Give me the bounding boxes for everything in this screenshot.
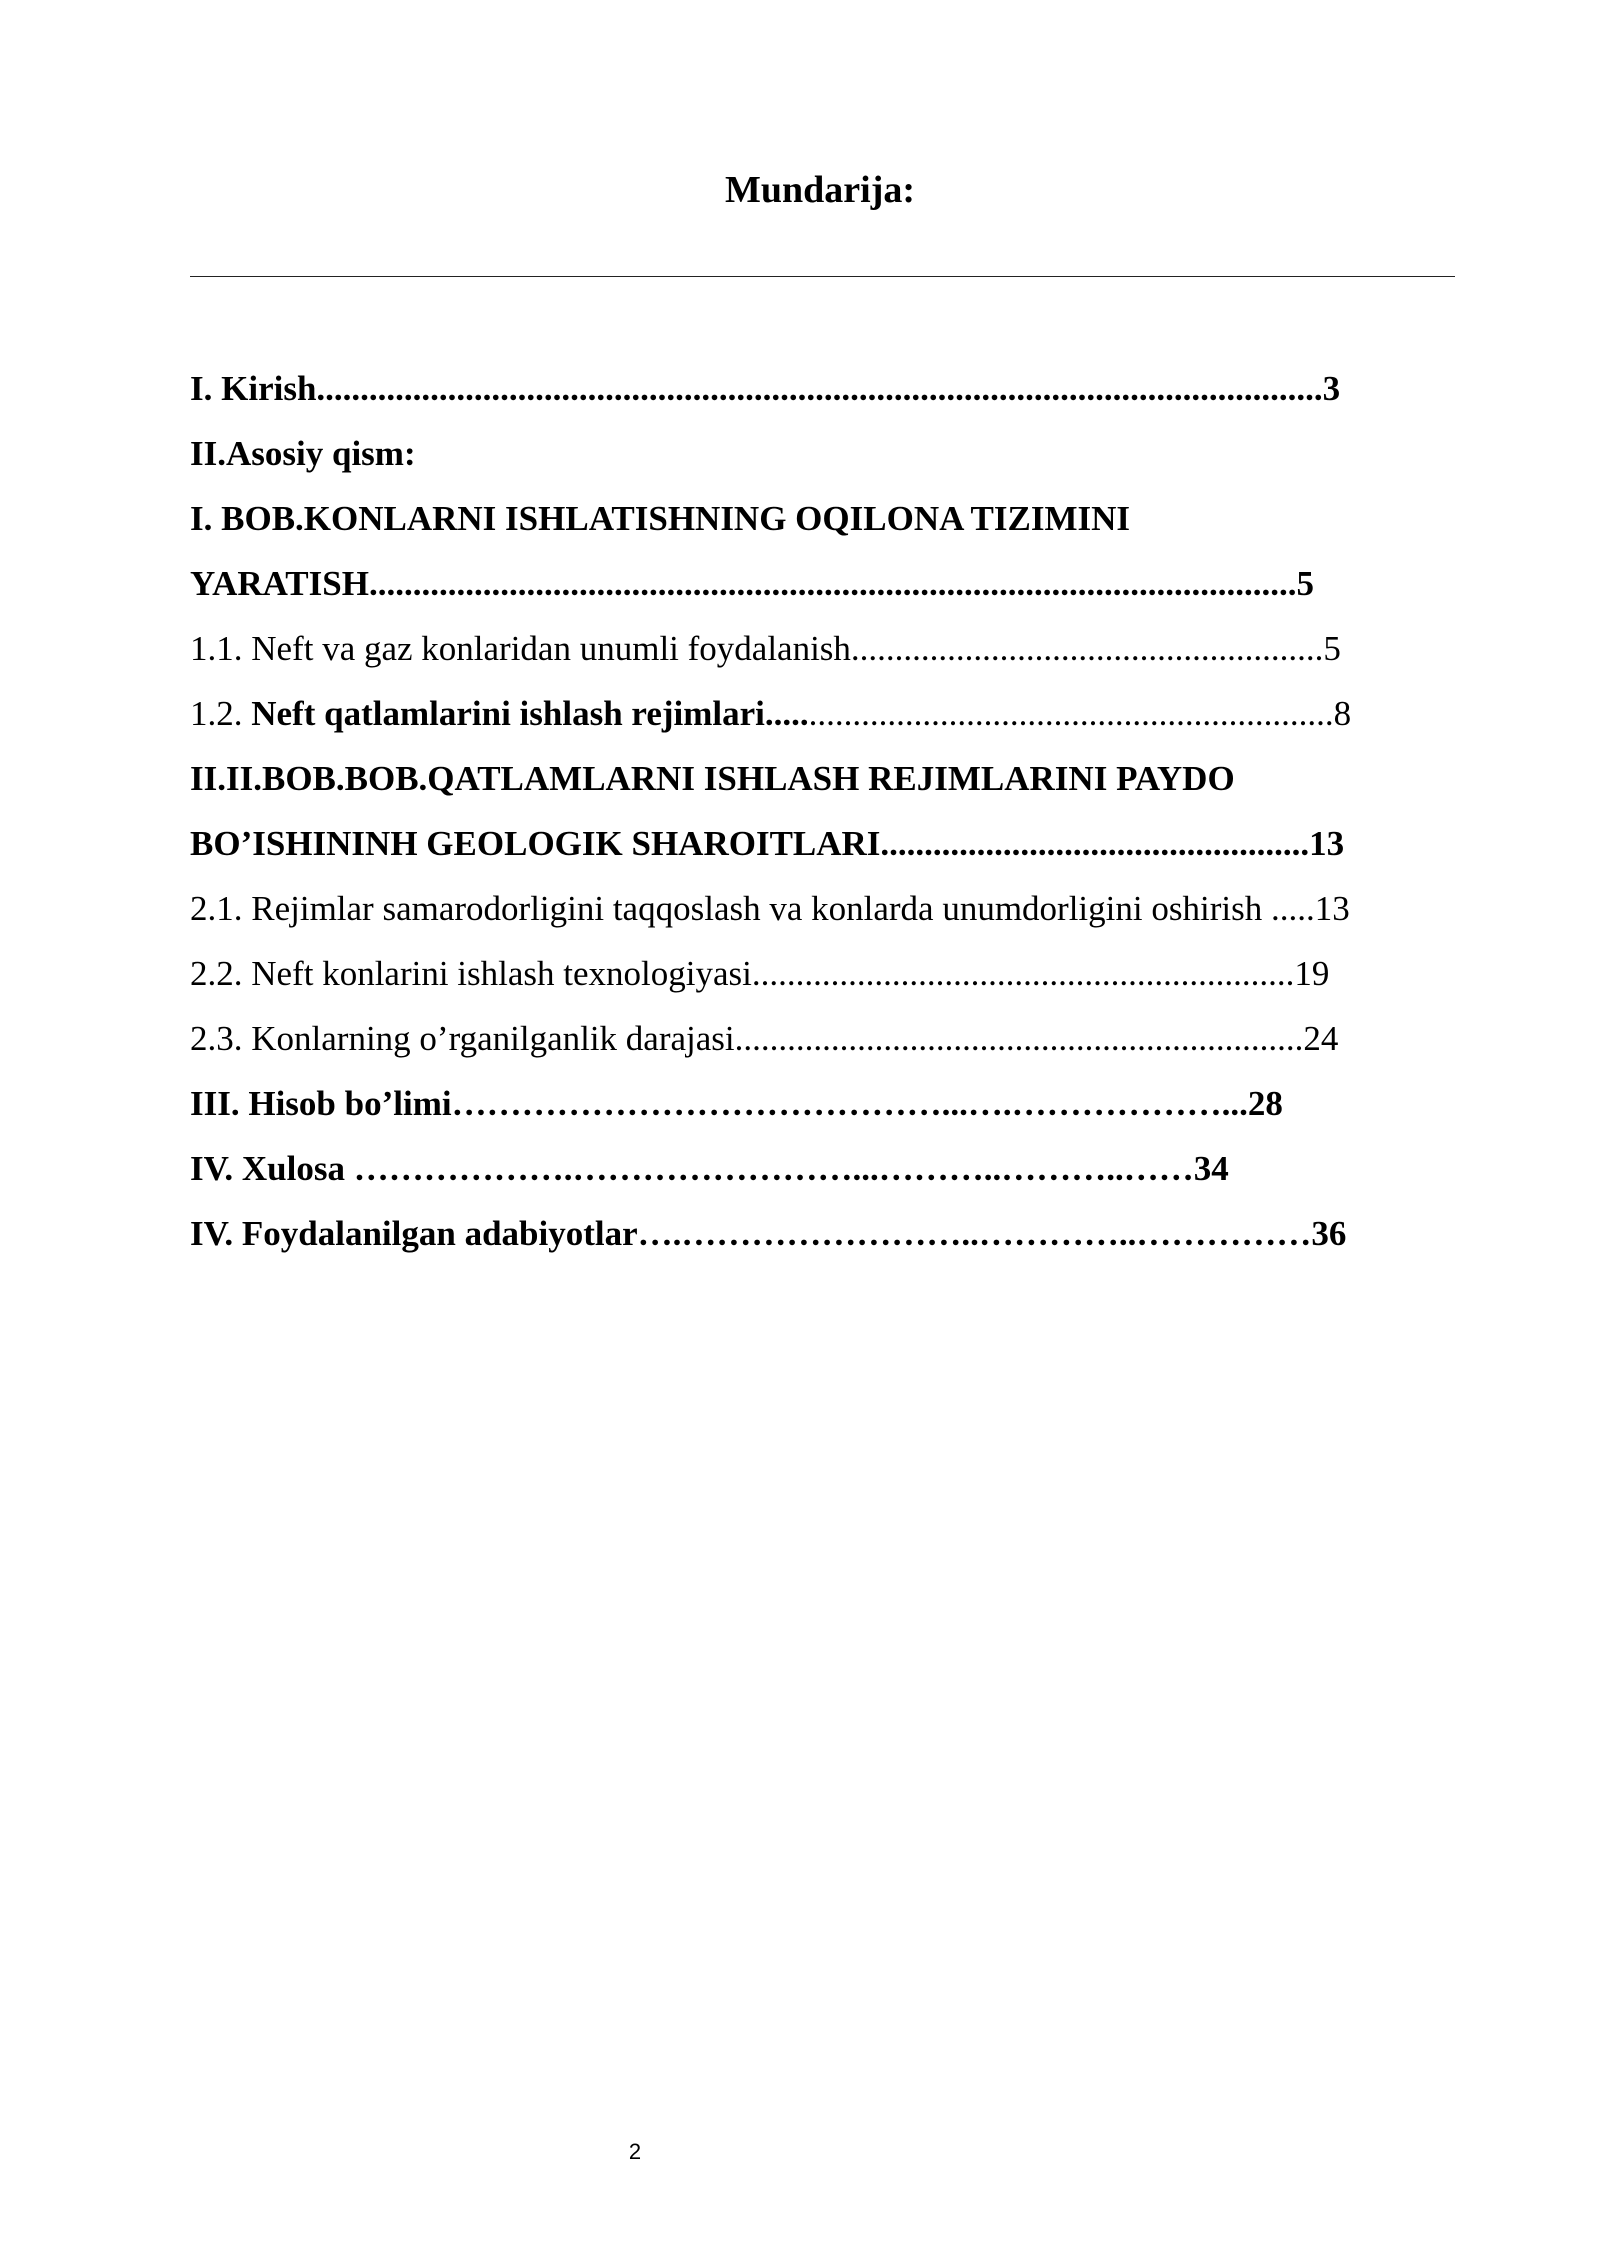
toc-entry-2-2[interactable] bbox=[190, 950, 1460, 1015]
toc-entry-asosiy-qism[interactable] bbox=[190, 430, 1460, 495]
toc-entry-2-1[interactable] bbox=[190, 885, 1460, 950]
toc-entry-text: I. Kirish...................................................................................................................3 bbox=[190, 369, 1341, 408]
toc-entry-chapter-1-heading[interactable] bbox=[190, 495, 1460, 560]
toc-entry-text: I. BOB.KONLARNI ISHLATISHNING OQILONA TIZIMINI bbox=[190, 499, 1131, 538]
toc-entry-text: IV. Foydalanilgan adabiyotlar….……………………..…………..……………36 bbox=[190, 1214, 1347, 1253]
toc-entry-1-1[interactable] bbox=[190, 625, 1460, 690]
toc-entry-xulosa[interactable] bbox=[190, 1145, 1460, 1210]
toc-entry-text: 2.3. Konlarning o’rganilganlik darajasi.................................................................24 bbox=[190, 1019, 1339, 1058]
toc-entry-text: III. Hisob bo’limi……………………………………...….………………...28 bbox=[190, 1084, 1283, 1123]
toc-entry-text: YARATISH..........................................................................................................5 bbox=[190, 564, 1314, 603]
page-number: 2 bbox=[628, 2139, 642, 2164]
toc-entry-hisob-bolimi[interactable] bbox=[190, 1080, 1460, 1145]
toc-entry-2-3[interactable] bbox=[190, 1015, 1460, 1080]
toc-entry-text: IV. Xulosa ……………….……………………...………..………..……34 bbox=[190, 1149, 1229, 1188]
toc-entry-1-2[interactable] bbox=[190, 690, 1460, 755]
toc-entry-chapter-2-heading[interactable] bbox=[190, 755, 1460, 820]
toc-entry-leader: ............................................................8 bbox=[808, 694, 1352, 733]
toc-entry-text: 1.1. Neft va gaz konlaridan unumli foydalanish......................................................5 bbox=[190, 629, 1341, 668]
page-title: Mundarija: bbox=[725, 169, 915, 211]
toc-entry-text: BO’ISHININH GEOLOGIK SHAROITLARI.................................................13 bbox=[190, 824, 1345, 863]
toc-entry-text: II.Asosiy qism: bbox=[190, 434, 416, 473]
toc-entry-number: 1.2. bbox=[190, 694, 252, 733]
toc-entry-text: Neft qatlamlarini ishlash rejimlari..... bbox=[251, 694, 809, 733]
title-underline-divider bbox=[190, 276, 1455, 277]
toc-entry-text: 2.2. Neft konlarini ishlash texnologiyasi..............................................................19 bbox=[190, 954, 1330, 993]
toc-entry-chapter-2-heading-cont[interactable] bbox=[190, 820, 1460, 885]
toc-entry-text: 2.1. Rejimlar samarodorligini taqqoslash va konlarda unumdorligini oshirish .....13 bbox=[190, 889, 1350, 928]
table-of-contents bbox=[190, 365, 1460, 1275]
toc-entry-foydalanilgan-adabiyotlar[interactable] bbox=[190, 1210, 1460, 1275]
toc-entry-kirish[interactable] bbox=[190, 365, 1460, 430]
toc-entry-text: II.II.BOB.BOB.QATLAMLARNI ISHLASH REJIMLARINI PAYDO bbox=[190, 759, 1235, 798]
toc-entry-chapter-1-heading-cont[interactable] bbox=[190, 560, 1460, 625]
